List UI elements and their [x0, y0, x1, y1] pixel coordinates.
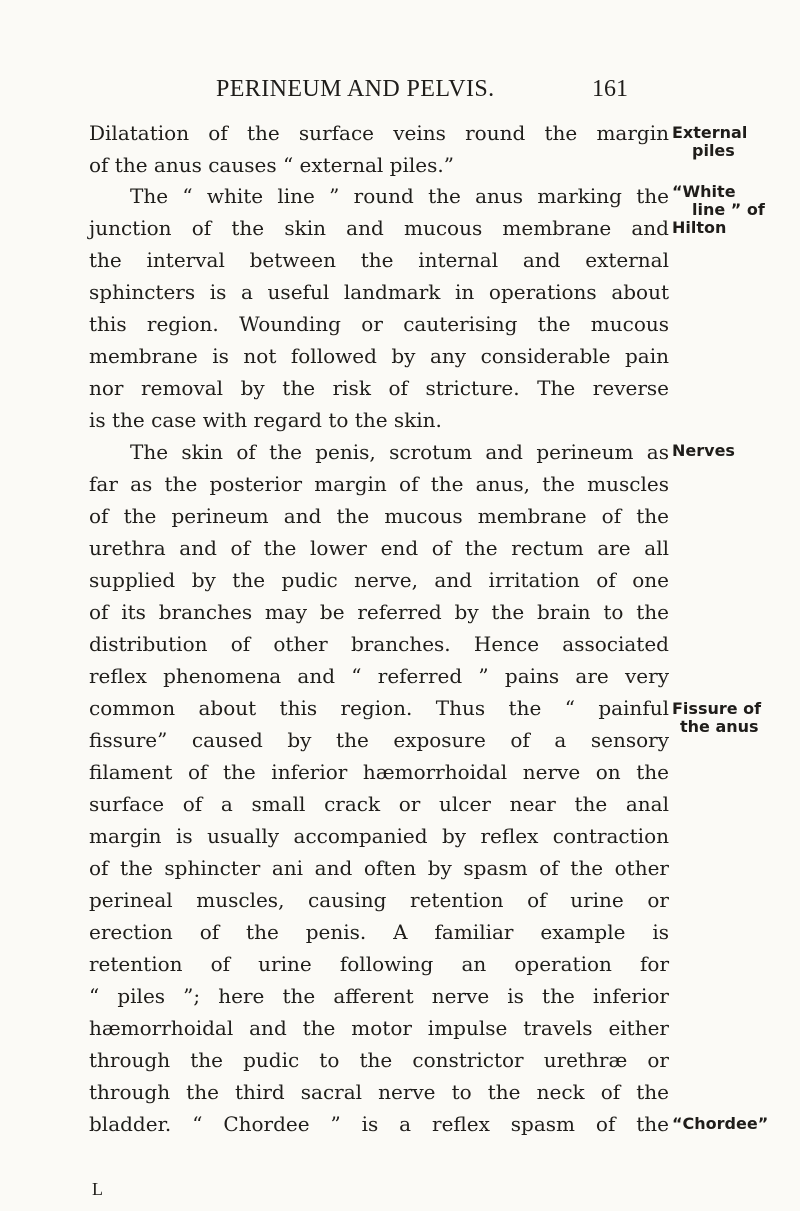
margin-note-external-piles	[672, 124, 747, 160]
margin-note-line: line ” of	[692, 200, 765, 219]
margin-note-line: piles	[692, 141, 735, 160]
page-header	[0, 76, 800, 108]
margin-note-line: “Chordee”	[672, 1114, 769, 1133]
margin-note-white-line	[672, 183, 765, 237]
text-line: fissure” caused by the exposure of a sensory	[89, 728, 669, 752]
margin-note-line: Fissure of	[672, 699, 762, 718]
text-line: perineal muscles, causing retention of urine or	[89, 888, 669, 912]
margin-note-nerves	[672, 442, 735, 460]
text-line: nor removal by the risk of stricture. The reverse	[89, 376, 669, 400]
margin-note-fissure	[672, 700, 761, 736]
margin-note-line: Hilton	[672, 218, 727, 237]
text-line: The skin of the penis, scrotum and perineum as	[130, 440, 669, 464]
text-line: far as the posterior margin of the anus, the muscles	[89, 472, 669, 496]
text-line: Dilatation of the surface veins round the margin	[89, 121, 669, 145]
text-line: this region. Wounding or cauterising the mucous	[89, 312, 669, 336]
text-line: through the pudic to the constrictor urethræ or	[89, 1048, 669, 1072]
margin-note-line: Nerves	[672, 441, 735, 460]
margin-note-chordee	[672, 1115, 768, 1133]
margin-note-line: the anus	[680, 717, 759, 736]
margin-note-line: “White	[672, 182, 736, 201]
text-line: surface of a small crack or ulcer near the anal	[89, 792, 669, 816]
text-line: The “ white line ” round the anus marking the	[130, 184, 669, 208]
text-line: hæmorrhoidal and the motor impulse travels either	[89, 1016, 669, 1040]
text-line: common about this region. Thus the “ painful	[89, 696, 669, 720]
text-line: “ piles ”; here the afferent nerve is the inferior	[89, 984, 669, 1008]
text-line: through the third sacral nerve to the neck of the	[89, 1080, 669, 1104]
text-line: retention of urine following an operation for	[89, 952, 669, 976]
page-number: 161	[592, 76, 628, 102]
running-title: PERINEUM AND PELVIS.	[216, 76, 495, 102]
text-line: of the sphincter ani and often by spasm of the other	[89, 856, 669, 880]
text-line: erection of the penis. A familiar example is	[89, 920, 669, 944]
text-line: urethra and of the lower end of the rectum are all	[89, 536, 669, 560]
text-line: sphincters is a useful landmark in operations about	[89, 280, 669, 304]
text-line: junction of the skin and mucous membrane and	[89, 216, 669, 240]
margin-note-line: External	[672, 123, 748, 142]
text-line: of its branches may be referred by the brain to the	[89, 600, 669, 624]
text-line: distribution of other branches. Hence associated	[89, 632, 669, 656]
text-line: filament of the inferior hæmorrhoidal nerve on the	[89, 760, 669, 784]
text-line: reflex phenomena and “ referred ” pains are very	[89, 664, 669, 688]
signature-mark: L	[92, 1179, 103, 1199]
text-line: membrane is not followed by any considerable pain	[89, 344, 669, 368]
text-line: of the perineum and the mucous membrane of the	[89, 504, 669, 528]
text-line: margin is usually accompanied by reflex contraction	[89, 824, 669, 848]
text-line: bladder. “ Chordee ” is a reflex spasm of the	[89, 1112, 669, 1136]
text-line: the interval between the internal and external	[89, 248, 669, 272]
text-line: of the anus causes “ external piles.”	[89, 153, 454, 177]
text-line: is the case with regard to the skin.	[89, 408, 442, 432]
text-line: supplied by the pudic nerve, and irritation of one	[89, 568, 669, 592]
